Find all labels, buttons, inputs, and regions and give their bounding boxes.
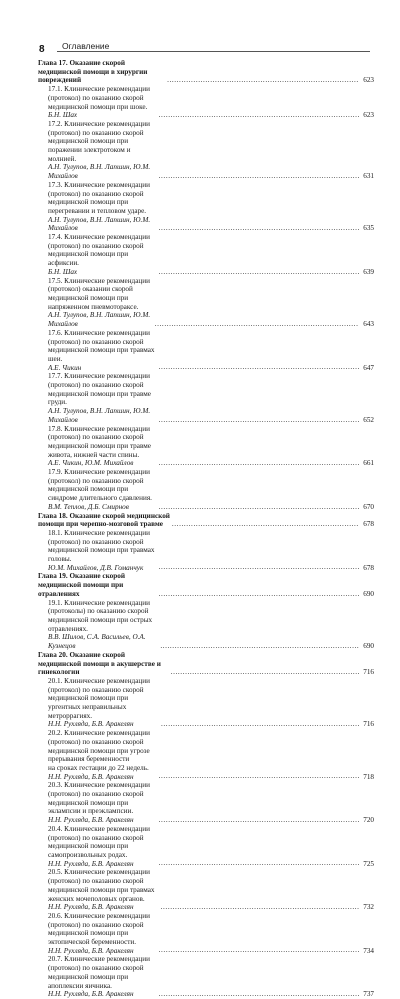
entry-line — [48, 459, 158, 468]
page-ref: 661 — [363, 459, 374, 468]
entry-line: 18.1. Клинические рекомендации (протокол) по оказанию скорой — [48, 528, 150, 546]
toc-entry[interactable] — [38, 233, 374, 277]
entry-line — [48, 990, 158, 999]
entry-line: медицинской помощи при травмах головы. — [48, 546, 155, 564]
page-ref: 639 — [363, 267, 374, 276]
entry-line: медицинской помощи при травмах шеи. — [48, 346, 155, 363]
entry-line: медицинской помощи при апоплексии яичника. — [48, 972, 129, 990]
entry-line — [48, 111, 158, 120]
page-ref: 720 — [363, 816, 374, 825]
toc-chapter[interactable] — [38, 572, 374, 598]
entry-line: 17.3. Клинические рекомендации (протокол) по оказанию скорой — [48, 180, 150, 198]
entry-line: 20.7. Клинические рекомендации (протокол) по оказанию скорой — [48, 955, 150, 973]
dot-leader — [160, 643, 359, 650]
entry-line: 20.4. Клинические рекомендации (протокол) по оказанию скорой — [48, 824, 150, 842]
entry-line — [48, 503, 158, 512]
page-ref: 631 — [363, 172, 374, 181]
entry-authors: А.Н. Тулупов, В.Н. Лапшин, Ю.М. Михайлов — [48, 163, 151, 181]
entry-authors: В.М. Теплов, Д.Б. Смирнов — [48, 502, 129, 511]
entry-authors: А.Н. Тулупов, В.Н. Лапшин, Ю.М. Михайлов — [48, 311, 151, 329]
chapter-title: Глава 19. Оказание скорой медицинской помощи при отравлениях — [38, 572, 125, 598]
running-header: Оглавление — [62, 41, 112, 51]
entry-text — [48, 677, 160, 729]
entry-text — [48, 955, 158, 999]
page-ref: 718 — [363, 772, 374, 781]
dot-leader — [159, 364, 359, 371]
page-ref: 690 — [363, 642, 374, 651]
entry-text — [48, 277, 154, 329]
toc-chapter[interactable] — [38, 59, 374, 85]
dot-leader — [155, 321, 359, 328]
entry-line — [48, 773, 158, 782]
entry-line: медицинской помощи при травме живота, нижней части спины. — [48, 441, 151, 459]
entry-text — [48, 781, 158, 825]
entry-line — [48, 364, 158, 373]
chapter-title: Глава 17. Оказание скорой медицинской помощи в хирургии повреждений — [38, 59, 148, 85]
dot-leader — [167, 77, 359, 84]
toc-entry[interactable] — [38, 277, 374, 329]
toc-entry[interactable] — [38, 425, 374, 469]
entry-line: медицинской помощи при асфиксии. — [48, 250, 129, 268]
page-ref: 678 — [363, 563, 374, 572]
entry-text — [48, 372, 158, 424]
entry-line: медицинской помощи при напряженном пневмотораксе. — [48, 293, 139, 311]
toc-entry[interactable] — [38, 329, 374, 373]
page-ref: 716 — [363, 668, 374, 677]
entry-line: на сроках гестации до 22 недель. — [48, 763, 149, 772]
entry-line — [48, 903, 160, 912]
entry-line: медицинской помощи при травмах женских мочеполовых органов. — [48, 885, 155, 903]
entry-line: 17.5. Клинические рекомендации (протокол) оказании скорой — [48, 276, 150, 294]
entry-line — [48, 407, 158, 424]
entry-line — [48, 564, 158, 573]
toc-entry[interactable] — [38, 181, 374, 233]
dot-leader — [159, 817, 359, 824]
dot-leader — [159, 417, 359, 424]
dot-leader — [172, 521, 359, 528]
entry-authors: Н.Н. Рухляда, Б.В. Аракелян — [48, 990, 134, 999]
dot-leader — [159, 773, 359, 780]
entry-line: 17.6. Клинические рекомендации (протокол) по оказанию скорой — [48, 328, 150, 346]
page-ref: 690 — [363, 589, 374, 598]
toc-entry[interactable] — [38, 729, 374, 781]
dot-leader — [159, 947, 359, 954]
entry-line — [48, 216, 158, 233]
toc-chapter[interactable] — [38, 512, 374, 529]
page-ref: 670 — [363, 502, 374, 511]
entry-authors: Б.Н. Шах — [48, 267, 78, 276]
entry-authors: Н.Н. Рухляда, Б.В. Аракелян — [48, 946, 134, 955]
entry-text — [48, 468, 158, 512]
entry-line: медицинской помощи при поражении электротоком и молнией. — [48, 137, 131, 163]
page-ref: 725 — [363, 859, 374, 868]
toc-entry[interactable] — [38, 120, 374, 181]
entry-line: медицинской помощи при травме груди. — [48, 389, 151, 407]
entry-line: медицинской помощи при шоке. — [48, 102, 148, 111]
entry-text — [48, 529, 158, 573]
dot-leader — [159, 591, 359, 598]
header-rule — [57, 51, 370, 52]
page-ref: 678 — [363, 520, 374, 529]
dot-leader — [171, 669, 359, 676]
entry-line: 17.7. Клинические рекомендации (протокол) по оказанию скорой — [48, 372, 150, 390]
entry-line — [48, 633, 159, 650]
toc-entry[interactable] — [38, 955, 374, 999]
entry-authors: А.Н. Тулупов, В.Н. Лапшин, Ю.М. Михайлов — [48, 407, 151, 424]
entry-line: 20.6. Клинические рекомендации (протокол) по оказанию скорой — [48, 911, 150, 929]
toc-chapter[interactable] — [38, 651, 374, 677]
entry-authors: Н.Н. Рухляда, Б.В. Аракелян — [48, 816, 134, 825]
entry-line: 17.9. Клинические рекомендации (протокол) по оказанию скорой — [48, 468, 150, 485]
entry-authors: А.Е. Чикин — [48, 363, 82, 372]
entry-authors: Ю.М. Михайлов, Д.В. Гоманчук — [48, 563, 144, 572]
entry-line: медицинской помощи при ургентных неправильных метроррагиях. — [48, 694, 129, 720]
page-ref: 623 — [363, 76, 374, 85]
entry-line — [48, 816, 158, 825]
entry-line: медицинской помощи при острых отравлениях. — [48, 616, 153, 633]
entry-line: 20.3. Клинические рекомендации (протокол) по оказанию скорой — [48, 781, 150, 799]
dot-leader — [159, 173, 359, 180]
entry-line: 19.1. Клинические рекомендации (протоколы) по оказанию скорой — [48, 598, 150, 616]
entry-authors: Н.Н. Рухляда, Б.В. Аракелян — [48, 903, 134, 912]
entry-line: медицинской помощи при угрозе прерывания беременности — [48, 746, 150, 764]
entry-text — [48, 233, 158, 277]
entry-line: медицинской помощи при перегревании и тепловом ударе. — [48, 198, 147, 215]
entry-line — [48, 268, 158, 277]
entry-text — [48, 912, 158, 956]
table-of-contents — [38, 59, 374, 999]
toc-entry[interactable] — [38, 372, 374, 424]
entry-line: 20.5. Клинические рекомендации (протокол) по оказанию скорой — [48, 868, 150, 886]
entry-line: 17.2. Клинические рекомендации (протокол) по оказанию скорой — [48, 119, 150, 137]
page-ref: 732 — [363, 903, 374, 912]
entry-authors: Н.Н. Рухляда, Б.В. Аракелян — [48, 859, 134, 868]
entry-authors: Н.Н. Рухляда, Б.В. Аракелян — [48, 772, 134, 781]
toc-entry[interactable] — [38, 781, 374, 825]
page-number: 8 — [39, 44, 45, 55]
entry-text — [48, 599, 159, 651]
toc-entry[interactable] — [38, 85, 374, 120]
entry-line — [48, 163, 158, 180]
entry-line: медицинской помощи при эктопической беременности. — [48, 929, 137, 947]
entry-authors: А.Е. Чикин, Ю.М. Михайлов — [48, 459, 134, 468]
page-ref: 643 — [363, 320, 374, 329]
entry-line: 17.1. Клинические рекомендации (протокол) по оказанию скорой — [48, 85, 150, 102]
entry-line: медицинской помощи при эклампсии и преэклампсии. — [48, 798, 134, 816]
toc-entry[interactable] — [38, 468, 374, 512]
chapter-title: Глава 18. Оказание скорой медицинской помощи при черепно-мозговой травме — [38, 511, 170, 529]
entry-line: 20.1. Клинические рекомендации (протокол) по оказанию скорой — [48, 676, 150, 694]
entry-authors: Н.Н. Рухляда, Б.В. Аракелян — [48, 720, 134, 729]
entry-text — [48, 329, 158, 373]
entry-text — [48, 729, 158, 781]
page-ref: 716 — [363, 720, 374, 729]
toc-entry[interactable] — [38, 825, 374, 869]
toc-entry[interactable] — [38, 868, 374, 912]
entry-authors: Б.Н. Шах — [48, 111, 78, 120]
dot-leader — [159, 460, 359, 467]
toc-entry[interactable] — [38, 677, 374, 729]
dot-leader — [159, 564, 359, 571]
entry-authors: В.В. Шилов, С.А. Васильев, О.А. Кузнецов — [48, 633, 146, 651]
entry-line: медицинской помощи при самопроизвольных родах. — [48, 842, 129, 859]
dot-leader — [159, 504, 359, 511]
dot-leader — [161, 904, 359, 911]
entry-line — [48, 720, 160, 729]
dot-leader — [159, 269, 359, 276]
toc-entry[interactable] — [38, 599, 374, 651]
dot-leader — [159, 991, 359, 998]
dot-leader — [161, 721, 359, 728]
entry-line — [48, 947, 158, 956]
entry-line: 17.4. Клинические рекомендации (протокол) по оказанию скорой — [48, 233, 150, 250]
entry-line: медицинской помощи при синдроме длительного сдавления. — [48, 485, 152, 503]
entry-text — [48, 120, 158, 181]
entry-text — [48, 85, 158, 120]
entry-text — [48, 825, 158, 869]
entry-line — [48, 860, 158, 869]
entry-text — [48, 425, 158, 469]
chapter-title: Глава 20. Оказание скорой медицинской помощи в акушерстве и гинекологии — [38, 650, 161, 677]
dot-leader — [159, 225, 359, 232]
page-ref: 737 — [363, 990, 374, 999]
page-ref: 635 — [363, 224, 374, 233]
page-ref: 623 — [363, 111, 374, 120]
entry-text — [48, 868, 160, 912]
dot-leader — [159, 860, 359, 867]
page-ref: 734 — [363, 946, 374, 955]
toc-entry[interactable] — [38, 529, 374, 573]
entry-line: 20.2. Клинические рекомендации (протокол) по оказанию скорой — [48, 729, 150, 746]
entry-line — [48, 311, 154, 328]
dot-leader — [159, 112, 359, 119]
page-ref: 652 — [363, 415, 374, 424]
entry-authors: А.Н. Тулупов, В.Н. Лапшин, Ю.М. Михайлов — [48, 215, 151, 233]
entry-text — [48, 181, 158, 233]
toc-entry[interactable] — [38, 912, 374, 956]
entry-line: 17.8. Клинические рекомендации (протокол) по оказанию скорой — [48, 424, 150, 442]
page-ref: 647 — [363, 363, 374, 372]
